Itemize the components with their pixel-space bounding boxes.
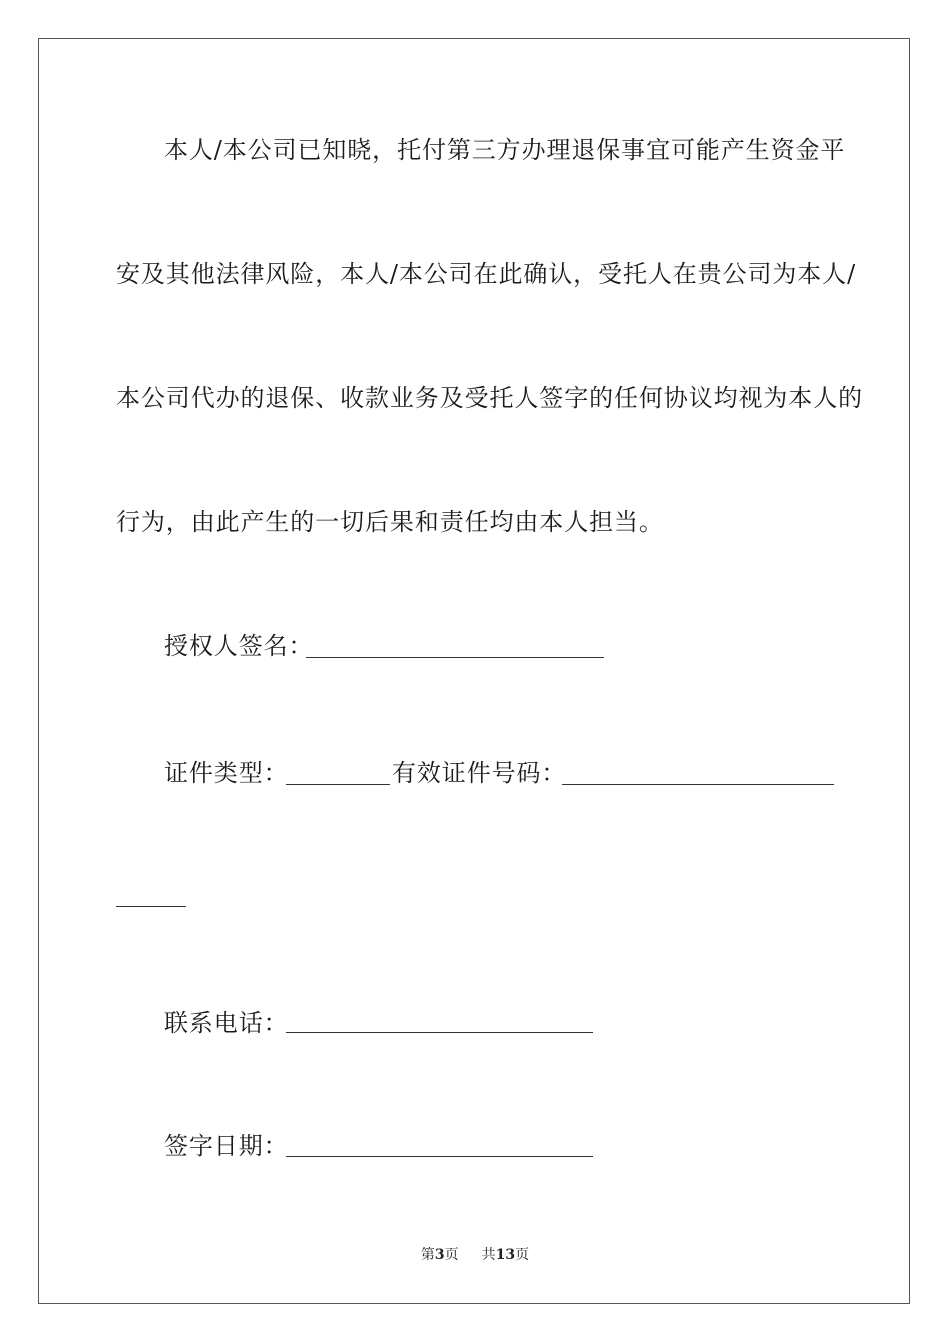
id-type-blank[interactable]: [286, 784, 390, 785]
phone-label: 联系电话：: [164, 1009, 289, 1037]
total-prefix: 共: [481, 1247, 496, 1263]
page-total: [482, 1246, 529, 1264]
page-border: [38, 38, 910, 1304]
signature-blank[interactable]: [306, 657, 604, 658]
paragraph-line-1: 本人/本公司已知晓，托付第三方办理退保事宜可能产生资金平: [164, 136, 846, 164]
id-type-label: 证件类型：: [164, 759, 289, 787]
page-prefix: 第: [420, 1247, 435, 1263]
paragraph-line-3: 本公司代办的退保、收款业务及受托人签字的任何协议均视为本人的: [116, 384, 863, 412]
page-suffix: 页: [444, 1247, 459, 1263]
date-label: 签字日期：: [164, 1132, 289, 1160]
date-blank[interactable]: [286, 1156, 593, 1157]
signature-label: 授权人签名：: [164, 632, 314, 660]
page-number: [421, 1246, 459, 1264]
total-suffix: 页: [515, 1247, 530, 1263]
paragraph-line-2: 安及其他法律风险，本人/本公司在此确认，受托人在贵公司为本人/: [116, 260, 857, 288]
id-number-blank-continued[interactable]: [116, 906, 186, 907]
paragraph-line-4: 行为，由此产生的一切后果和责任均由本人担当。: [116, 508, 664, 536]
id-number-blank[interactable]: [562, 784, 834, 785]
phone-blank[interactable]: [286, 1032, 593, 1033]
total-pages: 13: [495, 1247, 516, 1263]
id-number-label: 有效证件号码：: [392, 759, 567, 787]
current-page: 3: [434, 1247, 445, 1263]
page-footer: [0, 1246, 950, 1264]
